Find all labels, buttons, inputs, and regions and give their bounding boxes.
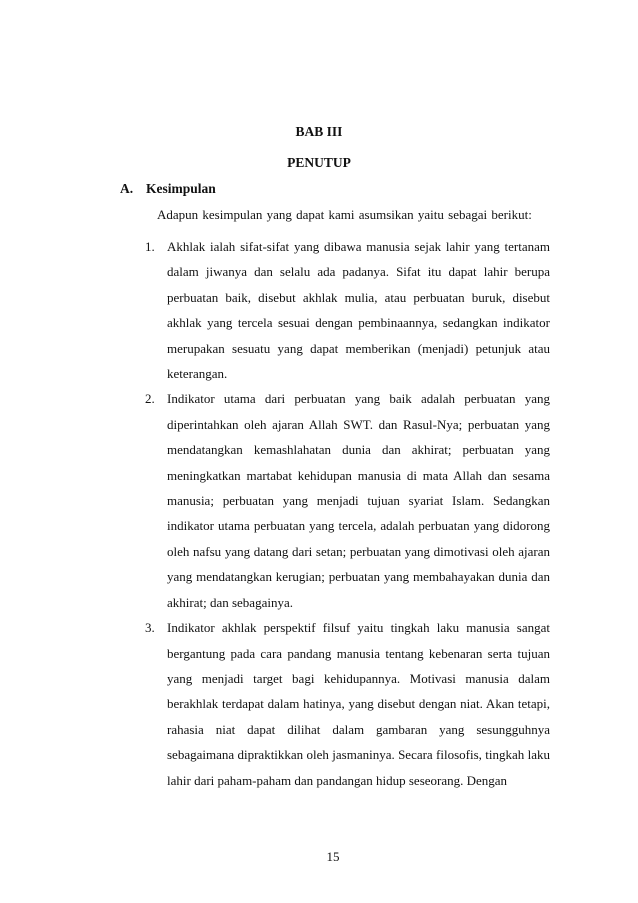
list-item — [120, 615, 550, 793]
list-item-number: 2. — [145, 391, 155, 407]
list-item-text: Indikator utama dari perbuatan yang baik adalah perbuatan yang diperintahkan oleh ajaran Allah SWT. dan Rasul-Nya; perbuatan yang mendatangkan kemashlahatan dunia dan akhirat; perbuatan yang meningkatkan martabat kehidupan manusia di mata Allah dan sesama manusia; perbuatan yang menjadi tujuan syariat Islam. Sedangkan indikator utama perbuatan yang tercela, adalah perbuatan yang didorong oleh nafsu yang datang dari setan; perbuatan yang dimotivasi oleh ajaran yang mendatangkan kerugian; perbuatan yang membahayakan dunia dan akhirat; dan sebagainya. — [167, 391, 550, 610]
chapter-number: BAB III — [295, 124, 343, 139]
list-item — [120, 386, 550, 615]
section-letter: A. — [120, 181, 134, 196]
list-item — [120, 234, 550, 386]
chapter-title: PENUTUP — [287, 155, 351, 170]
conclusion-list — [120, 234, 550, 793]
list-item-number: 1. — [145, 239, 155, 254]
section-heading — [120, 181, 216, 197]
page-number: 15 — [326, 849, 340, 864]
list-item-text: Akhlak ialah sifat-sifat yang dibawa manusia sejak lahir yang tertanam dalam jiwanya dan selalu ada padanya. Sifat itu dapat lahir berupa perbuatan baik, disebut akhlak mulia, atau perbuatan buruk, disebut akhlak yang tercela sesuai dengan pembinaannya, sedangkan indikator merupakan sesuatu yang dapat memberikan (menjadi) petunjuk atau keterangan. — [167, 239, 550, 382]
section-title: Kesimpulan — [146, 181, 216, 196]
list-item-text: Indikator akhlak perspektif filsuf yaitu tingkah laku manusia sangat bergantung pada cara pandang manusia tentang kebenaran serta tujuan yang menjadi target bagi kehidupannya. Motivasi manusia dalam berakhlak terdapat dalam hatinya, yang disebut dengan niat. Akan tetapi, rahasia niat dapat dilihat dalam gambaran yang sesungguhnya sebagaimana dipraktikkan oleh jasmaninya. Secara filosofis, tingkah laku lahir dari paham-paham dan pandangan hidup seseorang. Dengan — [167, 620, 550, 788]
list-item-number: 3. — [145, 620, 155, 636]
intro-paragraph: Adapun kesimpulan yang dapat kami asumsikan yaitu sebagai berikut: — [157, 207, 532, 222]
